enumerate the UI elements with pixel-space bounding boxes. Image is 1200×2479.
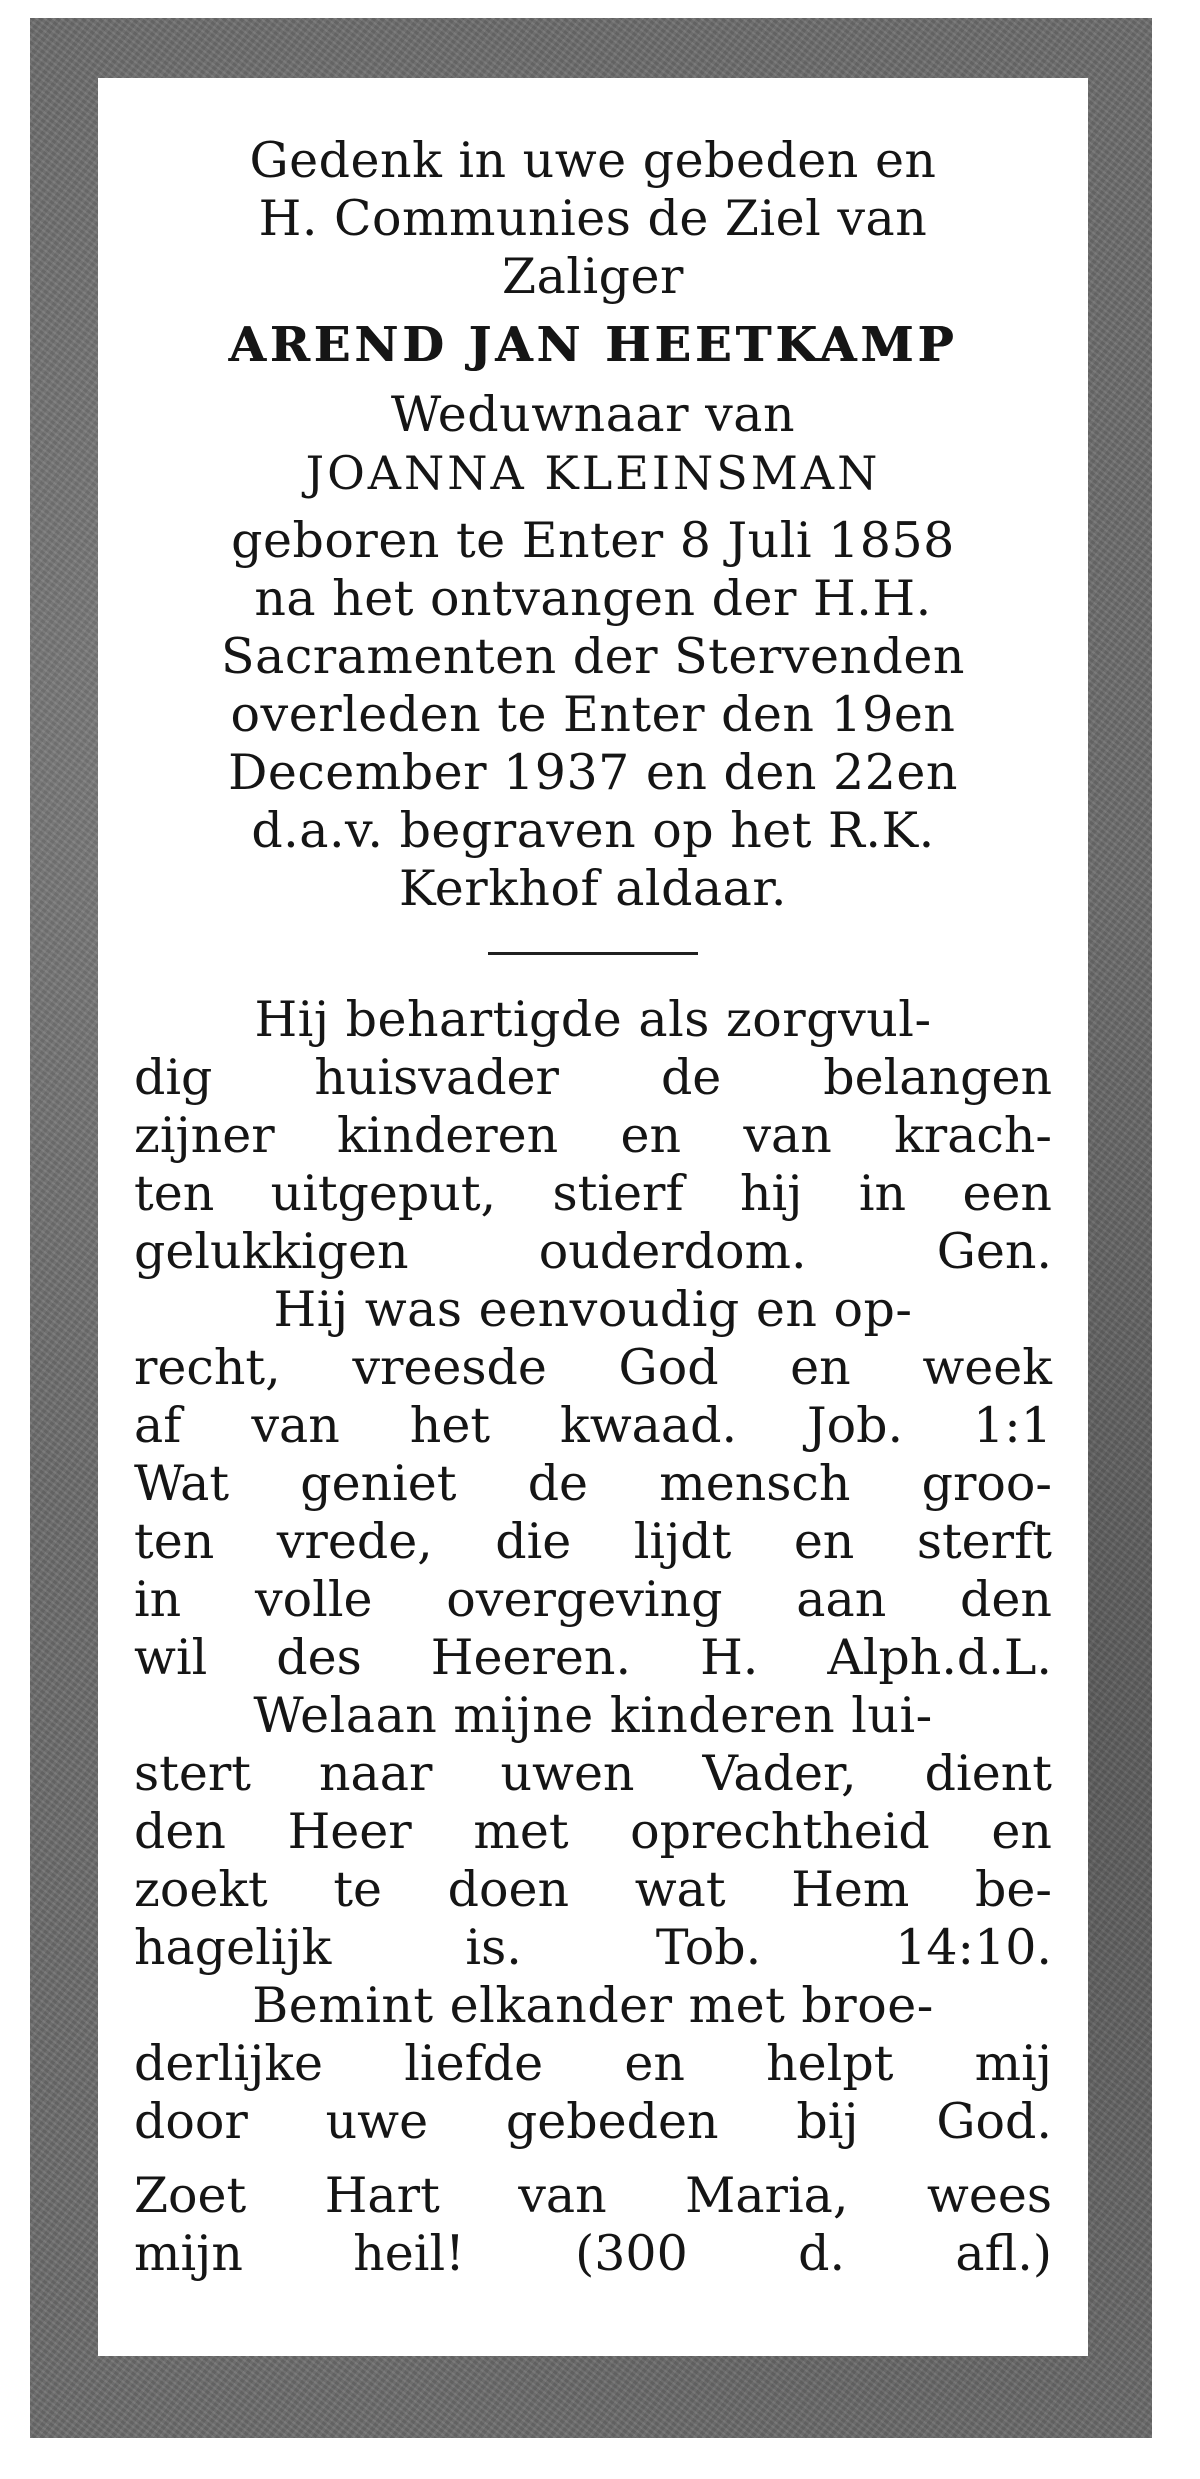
word: derlijke: [134, 2035, 324, 2092]
word: aan: [796, 1571, 887, 1628]
paragraph-line: [134, 1745, 1052, 1803]
word: Heeren.: [430, 1629, 632, 1686]
paragraph-line: [134, 2167, 1052, 2225]
paragraph-line: [134, 1107, 1052, 1165]
word: ouderdom.: [538, 1223, 807, 1280]
word: mijn: [134, 2225, 243, 2282]
word: mensch: [659, 1455, 851, 1512]
word: helpt: [766, 2035, 894, 2092]
paragraph-line: [134, 1165, 1052, 1223]
word: Maria,: [685, 2167, 849, 2224]
biography-line: Kerkhof aldaar.: [399, 860, 787, 917]
biography-block: [134, 512, 1052, 918]
paragraph-line: [134, 1049, 1052, 1107]
word: een: [962, 1165, 1052, 1222]
word: huisvader: [314, 1049, 559, 1106]
word: te: [333, 1861, 383, 1918]
word: door: [134, 2093, 248, 2150]
word: God.: [936, 2093, 1052, 2150]
biography-line: overleden te Enter den 19en: [230, 686, 956, 743]
paragraph-line: Welaan mijne kinderen lui-: [253, 1687, 933, 1744]
word: met: [473, 1803, 569, 1860]
word: wees: [926, 2167, 1052, 2224]
paragraph-line: [134, 1455, 1052, 1513]
closing-block: [134, 2167, 1052, 2283]
word: stierf: [552, 1165, 684, 1222]
word: d.: [798, 2225, 846, 2282]
biography-line: Sacramenten der Stervenden: [221, 628, 965, 685]
word: God: [618, 1339, 719, 1396]
word: zijner: [134, 1107, 275, 1164]
word: uwe: [325, 2093, 429, 2150]
word: heil!: [353, 2225, 465, 2282]
word: 14:10.: [895, 1919, 1052, 1976]
paragraph-line: Hij was eenvoudig en op-: [273, 1281, 913, 1338]
intro-block: [134, 132, 1052, 306]
word: van: [251, 1397, 340, 1454]
word: en: [790, 1339, 851, 1396]
word: gelukkigen: [134, 1223, 409, 1280]
spouse-name: JOANNA KLEINSMAN: [305, 446, 881, 500]
word: Gen.: [936, 1223, 1052, 1280]
word: H.: [700, 1629, 759, 1686]
word: vreesde: [352, 1339, 547, 1396]
word: den: [960, 1571, 1052, 1628]
word: de: [527, 1455, 589, 1512]
paragraph-line: [134, 1339, 1052, 1397]
paragraph-line: [134, 1629, 1052, 1687]
word: kwaad.: [560, 1397, 738, 1454]
word: Hem: [791, 1861, 910, 1918]
word: die: [495, 1513, 572, 1570]
paragraph-line: [134, 1919, 1052, 1977]
word: uitgeput,: [270, 1165, 497, 1222]
word: sterft: [916, 1513, 1052, 1570]
word: lijdt: [633, 1513, 732, 1570]
word: Vader,: [702, 1745, 857, 1802]
word: ten: [134, 1165, 215, 1222]
word: Heer: [287, 1803, 412, 1860]
word: stert: [134, 1745, 251, 1802]
word: en: [991, 1803, 1052, 1860]
widower-line: Weduwnaar van: [390, 386, 796, 443]
word: wil: [134, 1629, 208, 1686]
word: (300: [575, 2225, 688, 2282]
paragraph-line: [134, 1803, 1052, 1861]
word: vrede,: [276, 1513, 433, 1570]
paragraph-line: [134, 2035, 1052, 2093]
word: groo-: [921, 1455, 1052, 1512]
word: be-: [975, 1861, 1052, 1918]
word: en: [624, 2035, 685, 2092]
word: Tob.: [655, 1919, 762, 1976]
word: bij: [796, 2093, 859, 2150]
word: recht,: [134, 1339, 281, 1396]
word: krach-: [894, 1107, 1052, 1164]
biography-line: d.a.v. begraven op het R.K.: [251, 802, 935, 859]
word: mij: [974, 2035, 1052, 2092]
word: ten: [134, 1513, 215, 1570]
word: en: [620, 1107, 682, 1164]
word: geniet: [300, 1455, 457, 1512]
word: kinderen: [336, 1107, 559, 1164]
word: in: [134, 1571, 182, 1628]
word: den: [134, 1803, 226, 1860]
word: in: [858, 1165, 907, 1222]
word: overgeving: [446, 1571, 723, 1628]
word: hij: [739, 1165, 803, 1222]
word: het: [409, 1397, 491, 1454]
intro-line: H. Communies de Ziel van: [258, 190, 928, 247]
word: van: [518, 2167, 607, 2224]
word: en: [793, 1513, 855, 1570]
paragraph-line: [134, 1861, 1052, 1919]
word: week: [922, 1339, 1052, 1396]
word: van: [743, 1107, 832, 1164]
paragraph-line: [134, 1513, 1052, 1571]
word: volle: [254, 1571, 373, 1628]
word: afl.): [955, 2225, 1052, 2282]
word: de: [660, 1049, 722, 1106]
paragraph-line: [134, 1397, 1052, 1455]
word: belangen: [823, 1049, 1052, 1106]
word: uwen: [500, 1745, 635, 1802]
memorial-card-frame: [30, 18, 1152, 2438]
word: Job.: [807, 1397, 904, 1454]
memorial-card: [98, 78, 1088, 2356]
intro-line: Gedenk in uwe gebeden en: [249, 132, 937, 189]
word: Zoet: [134, 2167, 247, 2224]
word: af: [134, 1397, 182, 1454]
word: wat: [634, 1861, 726, 1918]
word: doen: [447, 1861, 570, 1918]
paragraph-line: Hij behartigde als zorgvul-: [254, 991, 932, 1048]
paragraph-line: [134, 1223, 1052, 1281]
word: des: [276, 1629, 362, 1686]
paragraph-line: Bemint elkander met broe-: [252, 1977, 934, 2034]
word: dient: [924, 1745, 1052, 1802]
biography-line: geboren te Enter 8 Juli 1858: [231, 512, 955, 569]
intro-line: Zaliger: [502, 248, 684, 305]
tribute-paragraph: [134, 991, 1052, 2151]
word: liefde: [404, 2035, 544, 2092]
word: gebeden: [505, 2093, 719, 2150]
word: is.: [465, 1919, 522, 1976]
word: hagelijk: [134, 1919, 332, 1976]
widower-block: [134, 386, 1052, 444]
word: zoekt: [134, 1861, 268, 1918]
word: Hart: [324, 2167, 440, 2224]
word: oprechtheid: [630, 1803, 930, 1860]
biography-line: na het ontvangen der H.H.: [254, 570, 932, 627]
deceased-name: AREND JAN HEETKAMP: [228, 317, 958, 373]
word: Alph.d.L.: [827, 1629, 1052, 1686]
word: Wat: [134, 1455, 230, 1512]
paragraph-line: [134, 2093, 1052, 2151]
word: dig: [134, 1049, 213, 1106]
word: naar: [318, 1745, 433, 1802]
paragraph-line: [134, 1571, 1052, 1629]
biography-line: December 1937 en den 22en: [228, 744, 958, 801]
word: 1:1: [973, 1397, 1052, 1454]
section-divider: [488, 952, 698, 955]
paragraph-line: [134, 2225, 1052, 2283]
